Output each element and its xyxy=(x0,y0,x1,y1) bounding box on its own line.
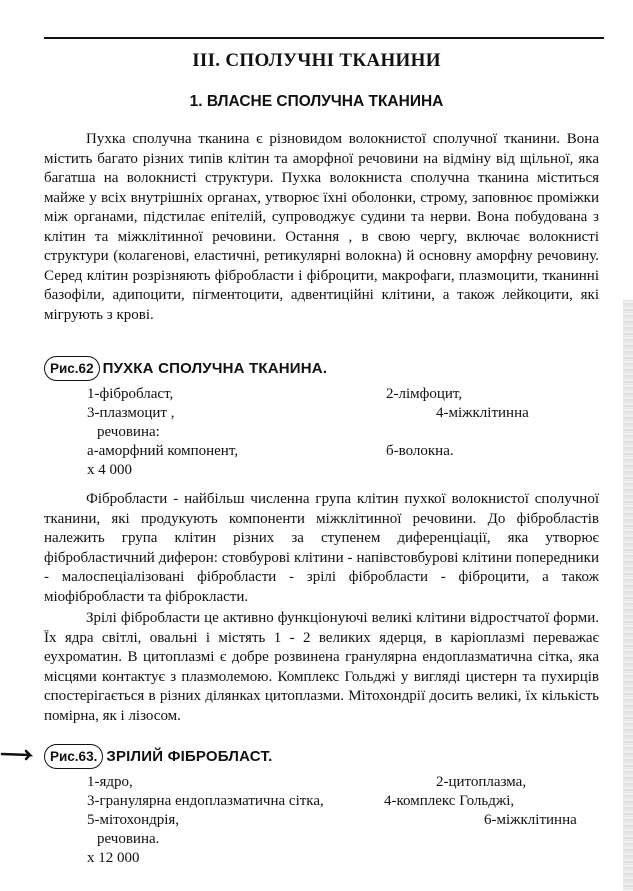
legend-item: 1-фібробласт, xyxy=(87,386,174,402)
magnification: х 4 000 xyxy=(87,462,132,478)
paragraph-loose-connective-tissue: Пухка сполучна тканина є різновидом волокнистої сполучної тканини. Вона містить багато різних типів клітин та аморфної речовини на відміну від щільної, яка багатша на волокнисті структури. Пухка волокниста сполучна тканина міститься майже у всіх внутрішніх органах, утворює їхні оболонки, строму, заповнює проміжки між органами, підстилає епітелій, супроводжує судини та нерви. Вона побудована з клітин та міжклітинної речовини. Остання , в свою чергу, включає волокнисті структури (колагенові, еластичні, ретикулярні волокна) й основну аморфну речовину. Серед клітин розрізняють фібробласти і фіброцити, макрофаги, плазмоцити, тканинні базофіли, адипоцити, пігментоцити, адвентиційні клітини, а також лейкоцити, які мігрують з крові. xyxy=(44,131,599,323)
legend-item: 2-цитоплазма, xyxy=(436,774,527,790)
legend-item: а-аморфний компонент, xyxy=(87,443,239,459)
legend-item: речовина: xyxy=(97,424,160,440)
legend-item: 5-мітохондрія, xyxy=(87,812,180,828)
scan-edge-artifact xyxy=(623,300,633,891)
paragraph-mature-fibroblasts: Зрілі фібробласти це активно функціонуючі великі клітини відростчатої форми. Їх ядра світлі, овальні і містять 1 - 2 великих ядерця, в каріоплазмі переважає еухроматин. В цитоплазмі є добре розвинена гранулярна ендоплазматична сітка, яка місцями контактує з плазмолемою. Комплекс Гольджі у вигляді цистерн та пухирців спостерігається в різних ділянках цитоплазми. Мітохондрії досить великі, їх кількість помірна, як і лізосом. xyxy=(44,610,599,724)
legend-item: 6-міжклітинна xyxy=(484,812,577,828)
legend-item: 2-лімфоцит, xyxy=(386,386,463,402)
legend-item: 3-плазмоцит , xyxy=(87,405,175,421)
header-rule xyxy=(44,37,604,39)
figure-badge: Рис.62 xyxy=(44,356,100,381)
figure-title: ЗРІЛИЙ ФІБРОБЛАСТ. xyxy=(106,748,273,765)
legend-item: 3-гранулярна ендоплазматична сітка, xyxy=(87,793,324,809)
figure-62-caption xyxy=(44,356,604,480)
legend-item: 4-міжклітинна xyxy=(436,405,529,421)
arrow-icon xyxy=(0,748,42,762)
legend-item: б-волокна. xyxy=(386,443,454,459)
figure-badge: Рис.63. xyxy=(44,744,103,769)
figure-title: ПУХКА СПОЛУЧНА ТКАНИНА. xyxy=(102,360,328,377)
section-title: 1. ВЛАСНЕ СПОЛУЧНА ТКАНИНА xyxy=(189,93,444,110)
legend-item: 4-комплекс Гольджі, xyxy=(384,793,515,809)
chapter-title: III. СПОЛУЧНІ ТКАНИНИ xyxy=(192,50,441,71)
legend-item: 1-ядро, xyxy=(87,774,133,790)
magnification: х 12 000 xyxy=(87,850,140,866)
paragraph-fibroblasts: Фібробласти - найбільш численна група клітин пухкої волокнистої сполучної тканини, які продукують компоненти міжклітинної речовини. До фібробластів належить група клітин різних за ступенем диференціації, яка утворює фібробластичний диферон: стовбурові клітини - напівстовбурові клітини попередники - малоспеціалізовані фібробласти - зрілі фібробласти - фіброцити, а також міофібробласти та фіброкласти. xyxy=(44,491,599,605)
figure-63-caption xyxy=(44,744,604,868)
legend-item: речовина. xyxy=(97,831,160,847)
